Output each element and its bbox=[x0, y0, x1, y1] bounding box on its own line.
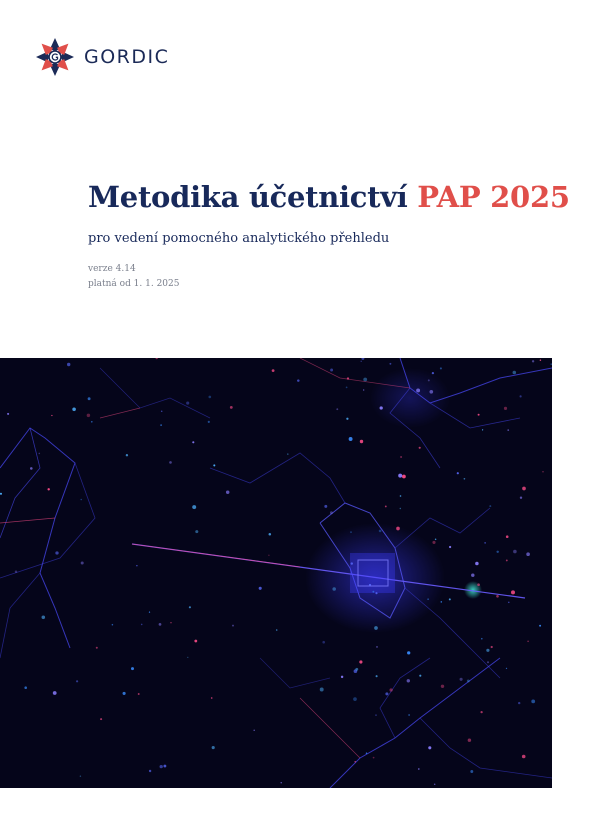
network-dot bbox=[55, 551, 58, 554]
network-dot bbox=[416, 388, 420, 392]
network-dot bbox=[434, 784, 436, 786]
network-dot bbox=[520, 496, 522, 498]
network-dot bbox=[208, 421, 210, 423]
network-dot bbox=[449, 598, 451, 600]
network-dot bbox=[126, 454, 128, 456]
network-dot bbox=[491, 646, 493, 648]
network-dot bbox=[123, 692, 126, 695]
network-dot bbox=[7, 413, 9, 415]
network-dot bbox=[457, 472, 459, 474]
network-dot bbox=[428, 746, 431, 749]
brand-name: GORDIC bbox=[84, 46, 170, 68]
network-dot bbox=[67, 363, 70, 366]
network-dot bbox=[487, 661, 489, 663]
network-dot bbox=[91, 421, 93, 423]
network-dot bbox=[539, 625, 541, 627]
network-dot bbox=[287, 453, 288, 454]
network-dot bbox=[531, 700, 535, 704]
network-dot bbox=[380, 406, 383, 409]
network-dot bbox=[375, 592, 377, 594]
network-dot bbox=[407, 651, 410, 654]
network-dot bbox=[376, 646, 378, 648]
network-dot bbox=[96, 647, 98, 649]
network-dot bbox=[432, 372, 434, 374]
network-dot bbox=[72, 408, 76, 412]
network-dot bbox=[374, 626, 378, 630]
network-dot bbox=[432, 541, 435, 544]
network-dot bbox=[407, 679, 410, 682]
network-dot bbox=[192, 505, 196, 509]
network-dot bbox=[369, 584, 371, 586]
network-dot bbox=[170, 622, 171, 623]
network-dot bbox=[297, 379, 300, 382]
network-dot bbox=[169, 461, 172, 464]
cover-image bbox=[0, 358, 552, 788]
network-dot bbox=[350, 531, 352, 533]
network-dot bbox=[520, 395, 522, 397]
network-dot bbox=[508, 602, 509, 603]
network-dot bbox=[480, 711, 482, 713]
document-subtitle: pro vedení pomocného analytického přehledu bbox=[88, 231, 390, 246]
network-dot bbox=[507, 429, 509, 431]
network-dot bbox=[51, 415, 52, 416]
network-dot bbox=[160, 424, 162, 426]
network-dot bbox=[346, 387, 348, 389]
network-dot bbox=[136, 565, 137, 566]
network-dot bbox=[24, 686, 27, 689]
network-dot bbox=[506, 535, 509, 538]
network-dot bbox=[149, 612, 150, 613]
network-dot bbox=[441, 685, 444, 688]
network-dot bbox=[341, 676, 343, 678]
network-dot bbox=[435, 539, 437, 541]
network-dot bbox=[484, 542, 485, 543]
network-dot bbox=[486, 649, 489, 652]
network-dot bbox=[375, 714, 377, 716]
network-dot bbox=[320, 688, 324, 692]
network-dot bbox=[322, 641, 325, 644]
network-dot bbox=[496, 551, 498, 553]
network-dot bbox=[506, 668, 507, 669]
network-dot bbox=[131, 667, 134, 670]
network-dot bbox=[460, 678, 463, 681]
network-dot bbox=[496, 595, 499, 598]
network-dot bbox=[187, 657, 188, 658]
network-dot bbox=[398, 474, 402, 478]
network-dot bbox=[353, 697, 357, 701]
network-dot bbox=[186, 402, 189, 405]
network-dot bbox=[400, 508, 401, 509]
network-dot bbox=[349, 437, 353, 441]
network-dot bbox=[47, 488, 49, 490]
network-dot bbox=[504, 407, 507, 410]
network-dot bbox=[481, 638, 483, 640]
network-dot bbox=[385, 692, 388, 695]
network-dot bbox=[149, 770, 151, 772]
network-dot bbox=[38, 453, 40, 455]
network-dot bbox=[489, 505, 491, 507]
title-main: Metodika účetnictví bbox=[88, 180, 408, 214]
network-dot bbox=[419, 447, 421, 449]
network-dot bbox=[418, 768, 420, 770]
network-dot bbox=[551, 363, 552, 364]
network-dot bbox=[80, 775, 81, 776]
gordic-logo-icon bbox=[34, 36, 76, 78]
brand-logo bbox=[34, 36, 169, 78]
network-dot bbox=[189, 606, 191, 608]
network-dot bbox=[400, 456, 402, 458]
network-dot bbox=[429, 390, 433, 394]
network-dot bbox=[527, 640, 529, 642]
network-dot bbox=[226, 491, 229, 494]
network-dot bbox=[159, 623, 162, 626]
network-dot bbox=[53, 691, 57, 695]
network-dot bbox=[471, 573, 474, 576]
network-dot bbox=[230, 406, 233, 409]
network-dot bbox=[396, 527, 400, 531]
network-dot bbox=[194, 640, 197, 643]
document-meta bbox=[88, 262, 180, 292]
network-dot bbox=[0, 493, 2, 495]
network-dot bbox=[363, 389, 364, 390]
network-dot bbox=[268, 555, 269, 556]
network-dot bbox=[100, 718, 102, 720]
network-dot bbox=[427, 598, 429, 600]
network-dot bbox=[30, 467, 33, 470]
network-dot bbox=[336, 408, 338, 410]
network-dot bbox=[324, 505, 327, 508]
network-dot bbox=[76, 680, 78, 682]
network-dot bbox=[379, 530, 382, 533]
network-dot bbox=[400, 495, 402, 497]
network-dot bbox=[141, 624, 143, 626]
network-dot bbox=[163, 765, 166, 768]
network-dot bbox=[281, 782, 282, 783]
network-dot bbox=[540, 359, 541, 360]
network-dot bbox=[532, 360, 534, 362]
network-dot bbox=[81, 561, 84, 564]
network-dot bbox=[272, 369, 275, 372]
network-dot bbox=[366, 752, 367, 753]
network-dot bbox=[253, 730, 255, 732]
network-dot bbox=[408, 714, 410, 716]
network-dot bbox=[346, 418, 348, 420]
network-dot bbox=[468, 738, 471, 741]
network-dot bbox=[477, 583, 480, 586]
network-dot bbox=[87, 414, 90, 417]
title-accent: PAP 2025 bbox=[417, 180, 570, 214]
network-dot bbox=[373, 757, 375, 759]
network-dot bbox=[482, 429, 483, 430]
network-dot bbox=[355, 668, 358, 671]
network-dot bbox=[464, 478, 466, 480]
network-dot bbox=[402, 475, 406, 479]
network-dot bbox=[232, 625, 234, 627]
network-dot bbox=[160, 765, 163, 768]
network-dot bbox=[211, 697, 213, 699]
network-dot bbox=[478, 414, 480, 416]
network-dot bbox=[513, 550, 517, 554]
network-dot bbox=[522, 487, 526, 491]
network-dot bbox=[467, 680, 470, 683]
network-dot bbox=[506, 559, 508, 561]
network-dot bbox=[259, 587, 262, 590]
network-dot bbox=[360, 440, 363, 443]
network-dot bbox=[470, 770, 473, 773]
network-dot bbox=[518, 702, 520, 704]
network-dot bbox=[161, 410, 163, 412]
network-dot bbox=[213, 464, 215, 466]
network-dot bbox=[513, 371, 517, 375]
network-dot bbox=[276, 629, 278, 631]
network-dot bbox=[385, 505, 387, 507]
network-dot bbox=[511, 590, 515, 594]
network-dot bbox=[428, 379, 430, 381]
network-dot bbox=[15, 570, 17, 572]
network-dot bbox=[330, 369, 333, 372]
network-dot bbox=[526, 552, 530, 556]
network-dot bbox=[522, 755, 526, 759]
network-dot bbox=[363, 378, 367, 382]
network-dot bbox=[372, 591, 374, 593]
network-dot bbox=[351, 562, 353, 564]
network-dot bbox=[138, 693, 140, 695]
network-dot bbox=[354, 761, 355, 762]
network-dot bbox=[42, 616, 46, 620]
network-dot bbox=[542, 471, 543, 472]
network-dot bbox=[361, 361, 362, 362]
network-dot bbox=[332, 587, 336, 591]
valid-from-label: platná od 1. 1. 2025 bbox=[88, 279, 180, 289]
network-dot bbox=[475, 562, 479, 566]
network-dot bbox=[389, 363, 391, 365]
network-dot bbox=[347, 377, 349, 379]
network-dot bbox=[359, 660, 362, 663]
network-dot bbox=[440, 367, 442, 369]
network-dot bbox=[208, 396, 211, 399]
network-dot bbox=[88, 397, 91, 400]
network-dot bbox=[112, 624, 114, 626]
network-dot bbox=[330, 511, 333, 514]
network-dot bbox=[376, 675, 378, 677]
network-dot bbox=[192, 441, 194, 443]
network-dot bbox=[80, 499, 82, 501]
network-visualization bbox=[0, 358, 552, 788]
network-dot bbox=[195, 530, 198, 533]
network-dot bbox=[212, 746, 215, 749]
network-dot bbox=[269, 533, 272, 536]
network-dot bbox=[389, 688, 392, 691]
version-label: verze 4.14 bbox=[88, 264, 136, 274]
network-dot bbox=[449, 546, 451, 548]
document-title bbox=[88, 180, 570, 214]
network-dot bbox=[419, 675, 421, 677]
network-dot bbox=[441, 601, 443, 603]
